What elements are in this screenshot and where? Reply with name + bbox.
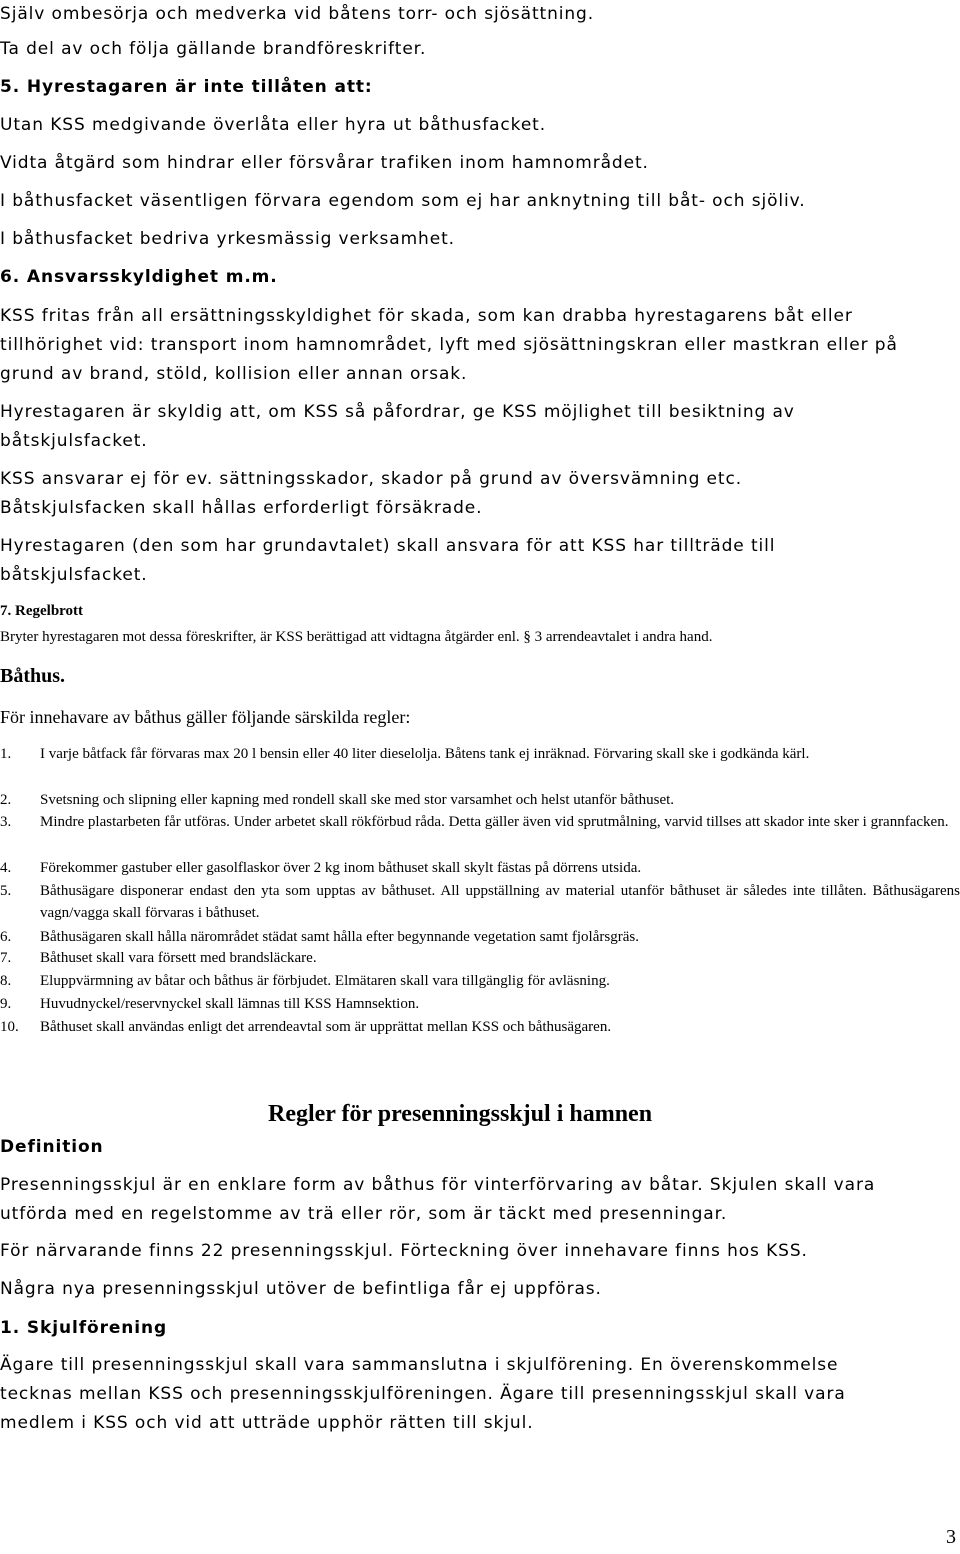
text-line: Hyrestagaren är skyldig att, om KSS så påfordrar, ge KSS möjlighet till besiktning av [0, 402, 795, 422]
list-item: Förekommer gastuber eller gasolflaskor över 2 kg inom båthuset skall skylt fästas på dörrens utsida. [40, 860, 642, 876]
text-line: För närvarande finns 22 presenningsskjul. Förteckning över innehavare finns hos KSS. [0, 1241, 808, 1261]
text-line: tillhörighet vid: transport inom hamnområdet, lyft med sjösättningskran eller mastkran eller på [0, 335, 898, 355]
text-line: Presenningsskjul är en enklare form av båthus för vinterförvaring av båtar. Skjulen skall vara [0, 1175, 876, 1195]
text-line: Ägare till presenningsskjul skall vara sammanslutna i skjulförening. En överenskommelse [0, 1355, 839, 1375]
list-number: 4. [0, 860, 12, 876]
text-line: tecknas mellan KSS och presenningsskjulföreningen. Ägare till presenningsskjul skall vara [0, 1384, 846, 1404]
text-line: medlem i KSS och vid att utträde upphör rätten till skjul. [0, 1413, 534, 1433]
list-number: 8. [0, 973, 12, 989]
list-number: 9. [0, 996, 12, 1012]
text-line: utförda med en regelstomme av trä eller rör, som är täckt med presenningar. [0, 1204, 728, 1224]
list-item: Eluppvärmning av båtar och båthus är förbjudet. Elmätaren skall vara tillgänglig för avläsning. [40, 973, 610, 989]
text-line: Båtskjulsfacken skall hållas erforderligt försäkrade. [0, 498, 483, 518]
section-heading: 7. Regelbrott [0, 603, 84, 619]
list-item: Mindre plastarbeten får utföras. Under arbetet skall rökförbud råda. Detta gäller även vid sprutmålning, varvid tillses att skador inte sker i grannfacken. [40, 814, 949, 830]
list-number: 7. [0, 950, 12, 966]
text-line: båtskjulsfacket. [0, 565, 148, 585]
text-line: Bryter hyrestagaren mot dessa föreskrifter, är KSS berättigad att vidtagna åtgärder enl. § 3 arrendeavtalet i andra hand. [0, 629, 713, 645]
list-number: 10. [0, 1019, 19, 1035]
list-item: Båthuset skall användas enligt det arrendeavtal som är upprättat mellan KSS och båthusägaren. [40, 1019, 612, 1035]
text-line: båtskjulsfacket. [0, 431, 148, 451]
text-line: Hyrestagaren (den som har grundavtalet) skall ansvara för att KSS har tillträde till [0, 536, 776, 556]
list-item: Huvudnyckel/reservnyckel skall lämnas till KSS Hamnsektion. [40, 996, 420, 1012]
page-title: Regler för presenningsskjul i hamnen [268, 1101, 653, 1127]
list-item: Båthusägaren skall hålla närområdet städat samt hålla efter begynnande vegetation samt fjolårsgräs. [40, 929, 639, 945]
text-line: grund av brand, stöld, kollision eller annan orsak. [0, 364, 468, 384]
text-line: Utan KSS medgivande överlåta eller hyra ut båthusfacket. [0, 115, 547, 135]
list-item: Båthusägare disponerar endast den yta som upptas av båthuset. All uppställning av material utanför båthuset är således inte tillåten. Båthusägarens vagn/vagga skall förvaras i båthuset. [40, 883, 960, 921]
section-heading: 6. Ansvarsskyldighet m.m. [0, 267, 278, 287]
text-line: KSS ansvarar ej för ev. sättningsskador, skador på grund av översvämning etc. [0, 469, 743, 489]
page-number: 3 [946, 1526, 956, 1548]
text-line: I båthusfacket väsentligen förvara egendom som ej har anknytning till båt- och sjöliv. [0, 191, 806, 211]
list-number: 2. [0, 792, 12, 808]
text-line: KSS fritas från all ersättningsskyldighet för skada, som kan drabba hyrestagarens båt eller [0, 306, 853, 326]
section-heading: Båthus. [0, 665, 66, 687]
section-heading: Definition [0, 1137, 104, 1157]
list-item: I varje båtfack får förvaras max 20 l bensin eller 40 liter dieselolja. Båtens tank ej inräknad. Förvaring skall ske i godkända kärl. [40, 746, 810, 762]
list-number: 6. [0, 929, 12, 945]
list-number: 1. [0, 746, 12, 762]
text-line: För innehavare av båthus gäller följande särskilda regler: [0, 707, 411, 727]
text-line: I båthusfacket bedriva yrkesmässig verksamhet. [0, 229, 455, 249]
text-line: Några nya presenningsskjul utöver de befintliga får ej uppföras. [0, 1279, 602, 1299]
list-number: 5. [0, 883, 12, 899]
section-heading: 5. Hyrestagaren är inte tillåten att: [0, 77, 373, 97]
list-item: Båthuset skall vara försett med brandsläckare. [40, 950, 317, 966]
list-item: Svetsning och slipning eller kapning med rondell skall ske med stor varsamhet och helst utanför båthuset. [40, 792, 675, 808]
text-line: Själv ombesörja och medverka vid båtens torr- och sjösättning. [0, 4, 595, 24]
list-number: 3. [0, 814, 12, 830]
text-line: Ta del av och följa gällande brandföreskrifter. [0, 39, 427, 59]
section-heading: 1. Skjulförening [0, 1318, 168, 1338]
text-line: Vidta åtgärd som hindrar eller försvårar trafiken inom hamnområdet. [0, 153, 649, 173]
